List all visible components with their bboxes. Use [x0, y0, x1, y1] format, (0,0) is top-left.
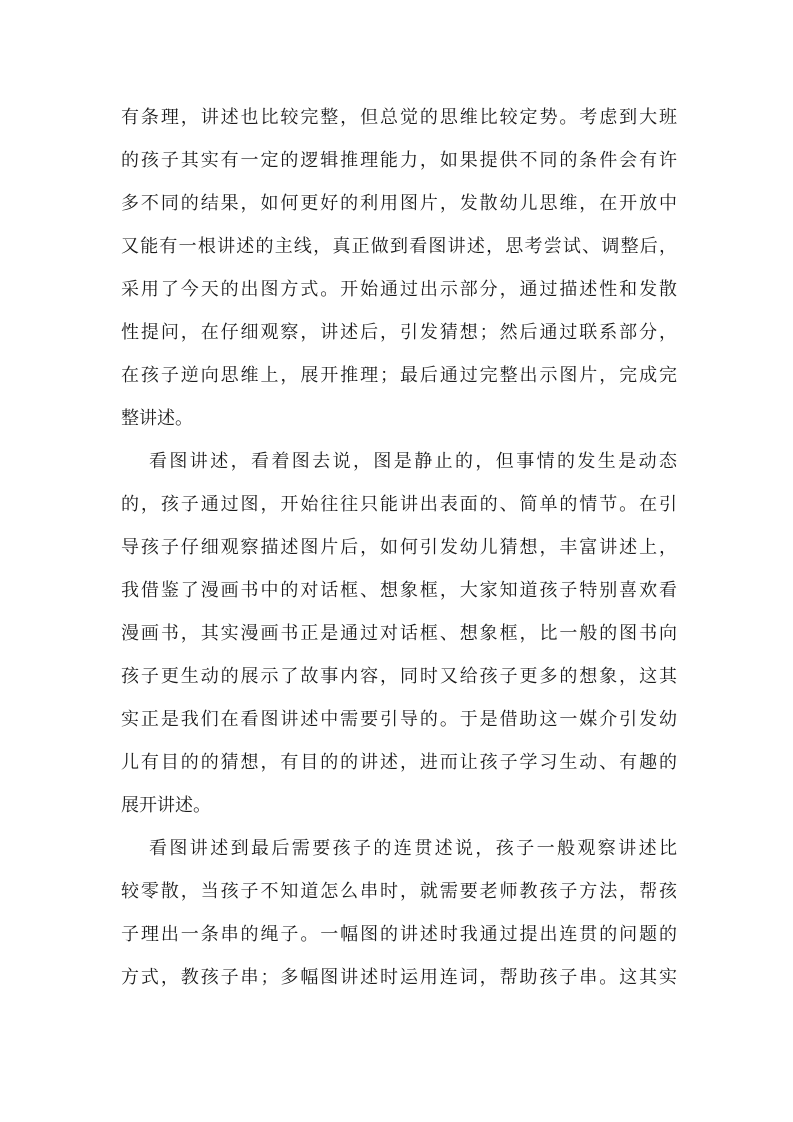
text-line: 实正是我们在看图讲述中需要引导的。于是借助这一媒介引发幼	[121, 709, 677, 730]
text-line: 方式，教孩子串；多幅图讲述时运用连词，帮助孩子串。这其实	[121, 967, 677, 988]
text-line: 较零散，当孩子不知道怎么串时，就需要老师教孩子方法，帮孩	[121, 881, 677, 902]
text-line: 有条理，讲述也比较完整，但总觉的思维比较定势。考虑到大班	[121, 107, 677, 128]
text-line: 采用了今天的出图方式。开始通过出示部分，通过描述性和发散	[121, 279, 677, 300]
text-line: 整讲述。	[121, 408, 193, 429]
text-line: 看图讲述到最后需要孩子的连贯述说，孩子一般观察讲述比	[149, 838, 677, 859]
text-line: 孩子更生动的展示了故事内容，同时又给孩子更多的想象，这其	[121, 666, 677, 687]
text-line: 漫画书，其实漫画书正是通过对话框、想象框，比一般的图书向	[121, 623, 677, 644]
text-line: 的孩子其实有一定的逻辑推理能力，如果提供不同的条件会有许	[121, 150, 677, 171]
text-line: 展开讲述。	[121, 795, 211, 816]
text-line: 在孩子逆向思维上，展开推理；最后通过完整出示图片，完成完	[121, 365, 677, 386]
text-line: 又能有一根讲述的主线，真正做到看图讲述，思考尝试、调整后，	[121, 236, 677, 257]
body-text	[121, 96, 677, 999]
text-line: 儿有目的的猜想，有目的的讲述，进而让孩子学习生动、有趣的	[121, 752, 677, 773]
text-line: 子理出一条串的绳子。一幅图的讲述时我通过提出连贯的问题的	[121, 924, 677, 945]
text-line: 多不同的结果，如何更好的利用图片，发散幼儿思维，在开放中	[121, 193, 677, 214]
text-line: 看图讲述，看着图去说，图是静止的，但事情的发生是动态	[149, 451, 677, 472]
text-line: 导孩子仔细观察描述图片后，如何引发幼儿猜想，丰富讲述上，	[121, 537, 677, 558]
text-line: 的，孩子通过图，开始往往只能讲出表面的、简单的情节。在引	[121, 494, 677, 515]
text-line: 我借鉴了漫画书中的对话框、想象框，大家知道孩子特别喜欢看	[121, 580, 677, 601]
text-line: 性提问，在仔细观察，讲述后，引发猜想；然后通过联系部分，	[121, 322, 677, 343]
